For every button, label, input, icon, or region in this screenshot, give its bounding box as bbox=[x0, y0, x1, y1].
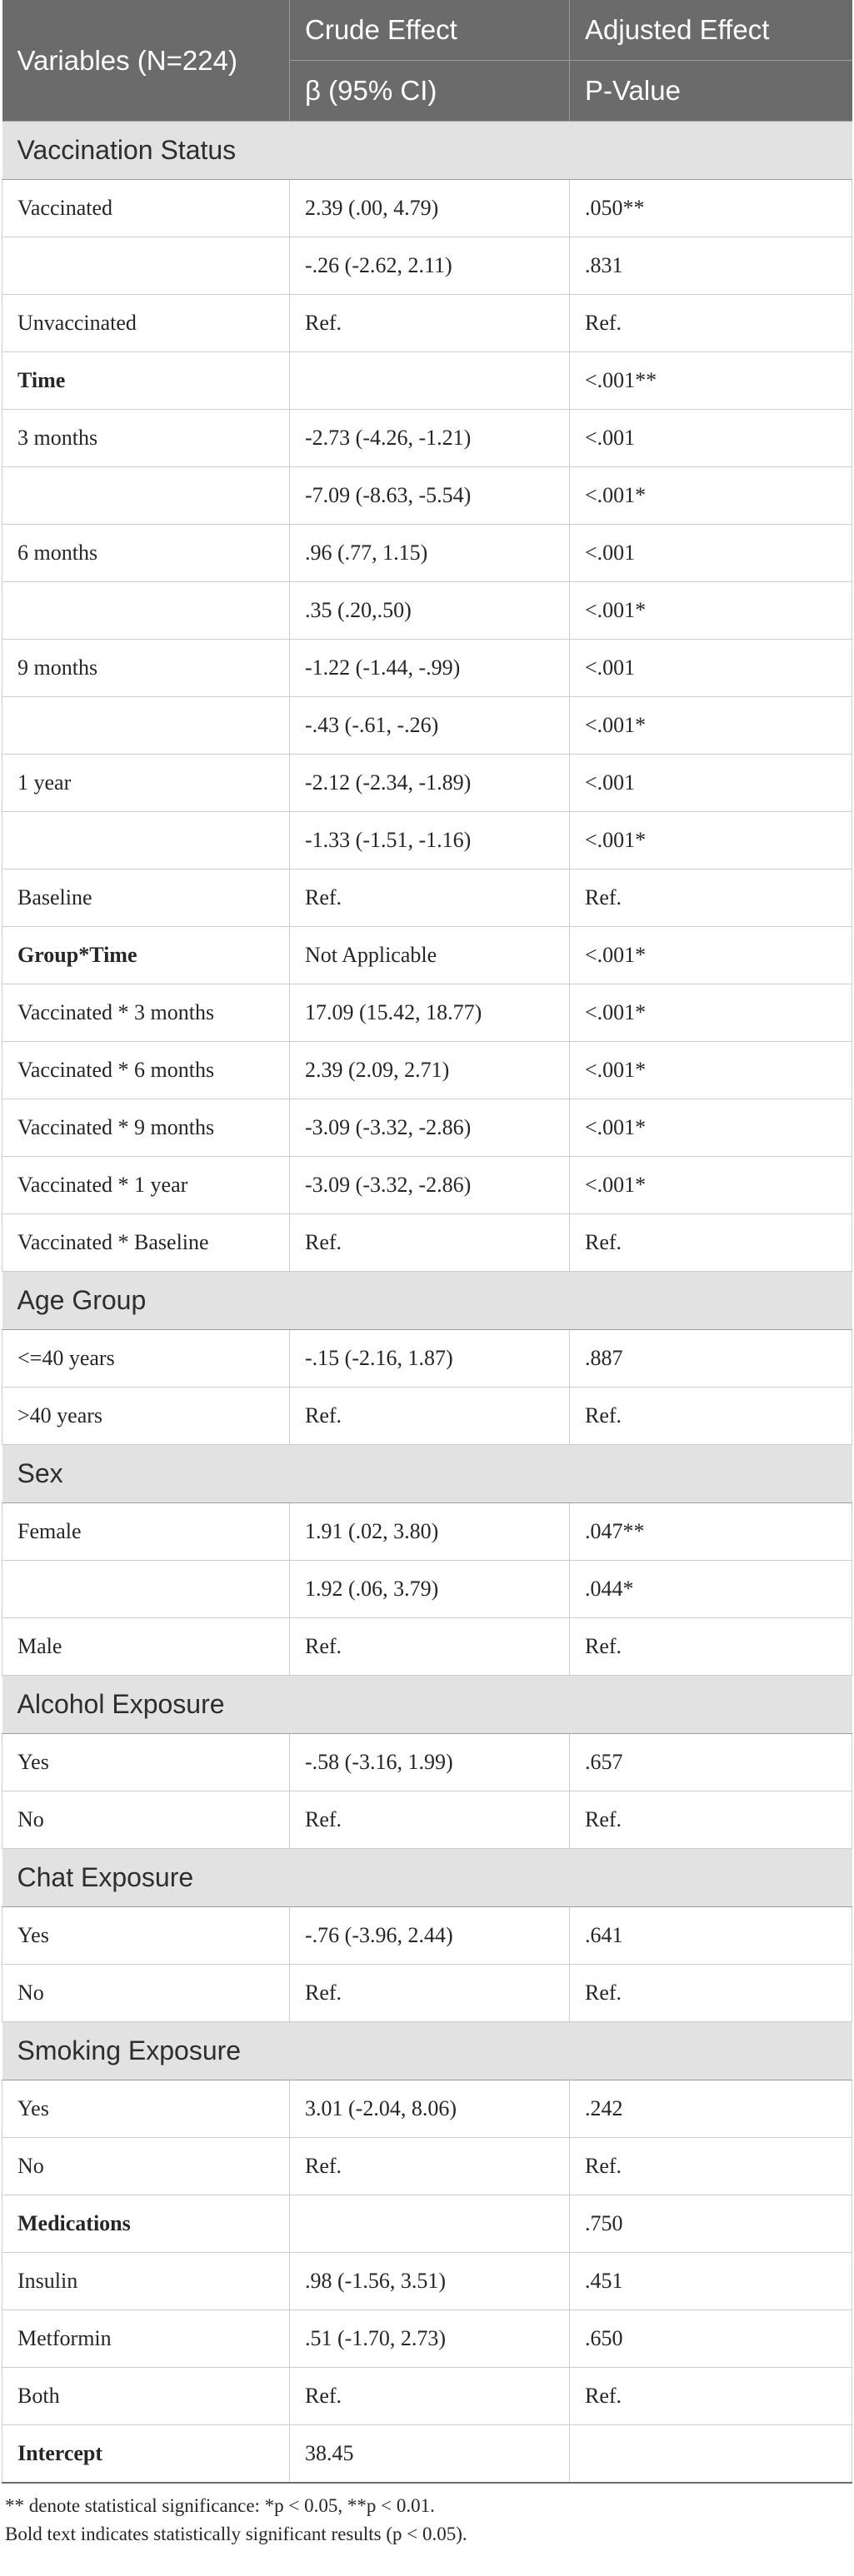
p-value-cell: <.001 bbox=[570, 410, 852, 467]
table-row bbox=[2, 2310, 852, 2368]
beta-ci-cell: -3.09 (-3.32, -2.86) bbox=[290, 1157, 570, 1214]
variable-cell bbox=[2, 467, 290, 525]
table-row bbox=[2, 755, 852, 812]
table-row bbox=[2, 582, 852, 640]
beta-ci-cell: -1.33 (-1.51, -1.16) bbox=[290, 812, 570, 869]
variable-cell: 1 year bbox=[2, 755, 290, 812]
variable-cell: Medications bbox=[2, 2195, 290, 2253]
table-row bbox=[2, 237, 852, 295]
variable-cell: Group*Time bbox=[2, 927, 290, 984]
table-row bbox=[2, 640, 852, 697]
beta-ci-cell: Ref. bbox=[290, 295, 570, 352]
p-value-cell: Ref. bbox=[570, 2138, 852, 2195]
table-row bbox=[2, 180, 852, 237]
table-row bbox=[2, 352, 852, 410]
footnote-bold: Bold text indicates statistically significant results (p < 0.05). bbox=[5, 2524, 467, 2544]
beta-ci-cell: 2.39 (.00, 4.79) bbox=[290, 180, 570, 237]
header-variables: Variables (N=224) bbox=[2, 0, 290, 122]
p-value-cell: .641 bbox=[570, 1907, 852, 1965]
regression-table bbox=[2, 0, 852, 2484]
beta-ci-cell: -.15 (-2.16, 1.87) bbox=[290, 1330, 570, 1388]
table-row bbox=[2, 2195, 852, 2253]
p-value-cell: Ref. bbox=[570, 1388, 852, 1445]
beta-ci-cell: -3.09 (-3.32, -2.86) bbox=[290, 1099, 570, 1157]
p-value-cell: .650 bbox=[570, 2310, 852, 2368]
p-value-cell: <.001* bbox=[570, 467, 852, 525]
beta-ci-cell: Ref. bbox=[290, 1618, 570, 1676]
variable-cell: Time bbox=[2, 352, 290, 410]
beta-ci-cell: -1.22 (-1.44, -.99) bbox=[290, 640, 570, 697]
p-value-cell: <.001* bbox=[570, 1042, 852, 1099]
section-heading: Alcohol Exposure bbox=[2, 1676, 852, 1734]
section-row bbox=[2, 1272, 852, 1330]
table-row bbox=[2, 467, 852, 525]
p-value-cell: Ref. bbox=[570, 2368, 852, 2425]
variable-cell: Male bbox=[2, 1618, 290, 1676]
variable-cell: Yes bbox=[2, 2080, 290, 2138]
beta-ci-cell bbox=[290, 352, 570, 410]
variable-cell: No bbox=[2, 2138, 290, 2195]
section-heading: Vaccination Status bbox=[2, 122, 852, 180]
section-row bbox=[2, 1849, 852, 1907]
p-value-cell: <.001* bbox=[570, 1157, 852, 1214]
beta-ci-cell bbox=[290, 2195, 570, 2253]
table-footnotes bbox=[5, 2492, 854, 2549]
p-value-cell: Ref. bbox=[570, 1618, 852, 1676]
table-row bbox=[2, 869, 852, 927]
section-row bbox=[2, 122, 852, 180]
beta-ci-cell: 1.92 (.06, 3.79) bbox=[290, 1561, 570, 1618]
p-value-cell: <.001 bbox=[570, 755, 852, 812]
table-row bbox=[2, 1618, 852, 1676]
beta-ci-cell: Not Applicable bbox=[290, 927, 570, 984]
p-value-cell: Ref. bbox=[570, 295, 852, 352]
variable-cell: 9 months bbox=[2, 640, 290, 697]
variable-cell: No bbox=[2, 1791, 290, 1849]
variable-cell bbox=[2, 697, 290, 755]
section-heading: Age Group bbox=[2, 1272, 852, 1330]
p-value-cell: .451 bbox=[570, 2253, 852, 2310]
p-value-cell: Ref. bbox=[570, 1791, 852, 1849]
table-row bbox=[2, 525, 852, 582]
variable-cell: Insulin bbox=[2, 2253, 290, 2310]
beta-ci-cell: Ref. bbox=[290, 1388, 570, 1445]
table-row bbox=[2, 1965, 852, 2022]
beta-ci-cell: 1.91 (.02, 3.80) bbox=[290, 1503, 570, 1561]
footnote-significance: ** denote statistical significance: *p < 0.05, **p < 0.01. bbox=[5, 2495, 435, 2516]
table-row bbox=[2, 2080, 852, 2138]
beta-ci-cell: -2.12 (-2.34, -1.89) bbox=[290, 755, 570, 812]
variable-cell bbox=[2, 1561, 290, 1618]
variable-cell: Both bbox=[2, 2368, 290, 2425]
beta-ci-cell: 17.09 (15.42, 18.77) bbox=[290, 984, 570, 1042]
table-row bbox=[2, 1907, 852, 1965]
table-row bbox=[2, 1561, 852, 1618]
beta-ci-cell: -.76 (-3.96, 2.44) bbox=[290, 1907, 570, 1965]
table-row bbox=[2, 2253, 852, 2310]
beta-ci-cell: -.58 (-3.16, 1.99) bbox=[290, 1734, 570, 1791]
beta-ci-cell: .51 (-1.70, 2.73) bbox=[290, 2310, 570, 2368]
p-value-cell: .750 bbox=[570, 2195, 852, 2253]
p-value-cell: <.001 bbox=[570, 525, 852, 582]
table-row bbox=[2, 1214, 852, 1272]
beta-ci-cell: Ref. bbox=[290, 2368, 570, 2425]
p-value-cell: <.001* bbox=[570, 582, 852, 640]
variable-cell bbox=[2, 237, 290, 295]
p-value-cell: <.001* bbox=[570, 927, 852, 984]
variable-cell: Unvaccinated bbox=[2, 295, 290, 352]
section-heading: Chat Exposure bbox=[2, 1849, 852, 1907]
beta-ci-cell: Ref. bbox=[290, 1791, 570, 1849]
table-row bbox=[2, 2368, 852, 2425]
p-value-cell bbox=[570, 2425, 852, 2484]
p-value-cell: .044* bbox=[570, 1561, 852, 1618]
table-row bbox=[2, 1099, 852, 1157]
table-row bbox=[2, 1042, 852, 1099]
p-value-cell: <.001* bbox=[570, 1099, 852, 1157]
p-value-cell: .831 bbox=[570, 237, 852, 295]
header-adjusted-effect: Adjusted Effect bbox=[570, 0, 852, 61]
table-row bbox=[2, 1791, 852, 1849]
variable-cell: Vaccinated * 3 months bbox=[2, 984, 290, 1042]
variable-cell: Vaccinated * 9 months bbox=[2, 1099, 290, 1157]
p-value-cell: .657 bbox=[570, 1734, 852, 1791]
beta-ci-cell: Ref. bbox=[290, 869, 570, 927]
header-beta-ci: β (95% CI) bbox=[290, 61, 570, 122]
beta-ci-cell: -.26 (-2.62, 2.11) bbox=[290, 237, 570, 295]
variable-cell: Vaccinated * 1 year bbox=[2, 1157, 290, 1214]
p-value-cell: Ref. bbox=[570, 1214, 852, 1272]
p-value-cell: <.001* bbox=[570, 697, 852, 755]
variable-cell: Yes bbox=[2, 1734, 290, 1791]
header-p-value: P-Value bbox=[570, 61, 852, 122]
p-value-cell: <.001* bbox=[570, 984, 852, 1042]
variable-cell: Vaccinated * 6 months bbox=[2, 1042, 290, 1099]
p-value-cell: <.001 bbox=[570, 640, 852, 697]
table-row bbox=[2, 697, 852, 755]
table-header bbox=[2, 0, 852, 122]
table-row bbox=[2, 2425, 852, 2484]
beta-ci-cell: -7.09 (-8.63, -5.54) bbox=[290, 467, 570, 525]
variable-cell bbox=[2, 812, 290, 869]
p-value-cell: .242 bbox=[570, 2080, 852, 2138]
variable-cell: <=40 years bbox=[2, 1330, 290, 1388]
variable-cell: Metformin bbox=[2, 2310, 290, 2368]
variable-cell: 6 months bbox=[2, 525, 290, 582]
beta-ci-cell: -.43 (-.61, -.26) bbox=[290, 697, 570, 755]
table-row bbox=[2, 1503, 852, 1561]
p-value-cell: Ref. bbox=[570, 869, 852, 927]
section-heading: Sex bbox=[2, 1445, 852, 1503]
variable-cell: 3 months bbox=[2, 410, 290, 467]
table-row bbox=[2, 984, 852, 1042]
table-row bbox=[2, 927, 852, 984]
section-row bbox=[2, 2022, 852, 2080]
variable-cell: Intercept bbox=[2, 2425, 290, 2484]
beta-ci-cell: -2.73 (-4.26, -1.21) bbox=[290, 410, 570, 467]
beta-ci-cell: .96 (.77, 1.15) bbox=[290, 525, 570, 582]
variable-cell: Yes bbox=[2, 1907, 290, 1965]
beta-ci-cell: .35 (.20,.50) bbox=[290, 582, 570, 640]
p-value-cell: .047** bbox=[570, 1503, 852, 1561]
section-row bbox=[2, 1676, 852, 1734]
variable-cell: Vaccinated * Baseline bbox=[2, 1214, 290, 1272]
variable-cell: Baseline bbox=[2, 869, 290, 927]
table-row bbox=[2, 1388, 852, 1445]
beta-ci-cell: 3.01 (-2.04, 8.06) bbox=[290, 2080, 570, 2138]
table-row bbox=[2, 812, 852, 869]
beta-ci-cell: 38.45 bbox=[290, 2425, 570, 2484]
table-row bbox=[2, 1330, 852, 1388]
p-value-cell: .887 bbox=[570, 1330, 852, 1388]
table-row bbox=[2, 1157, 852, 1214]
variable-cell: No bbox=[2, 1965, 290, 2022]
beta-ci-cell: Ref. bbox=[290, 2138, 570, 2195]
header-crude-effect: Crude Effect bbox=[290, 0, 570, 61]
beta-ci-cell: 2.39 (2.09, 2.71) bbox=[290, 1042, 570, 1099]
p-value-cell: <.001* bbox=[570, 812, 852, 869]
beta-ci-cell: Ref. bbox=[290, 1965, 570, 2022]
section-row bbox=[2, 1445, 852, 1503]
variable-cell: Vaccinated bbox=[2, 180, 290, 237]
p-value-cell: Ref. bbox=[570, 1965, 852, 2022]
variable-cell bbox=[2, 582, 290, 640]
table-row bbox=[2, 1734, 852, 1791]
beta-ci-cell: Ref. bbox=[290, 1214, 570, 1272]
table-body bbox=[2, 122, 852, 2484]
variable-cell: >40 years bbox=[2, 1388, 290, 1445]
variable-cell: Female bbox=[2, 1503, 290, 1561]
p-value-cell: <.001** bbox=[570, 352, 852, 410]
section-heading: Smoking Exposure bbox=[2, 2022, 852, 2080]
beta-ci-cell: .98 (-1.56, 3.51) bbox=[290, 2253, 570, 2310]
table-row bbox=[2, 410, 852, 467]
table-row bbox=[2, 2138, 852, 2195]
p-value-cell: .050** bbox=[570, 180, 852, 237]
table-row bbox=[2, 295, 852, 352]
